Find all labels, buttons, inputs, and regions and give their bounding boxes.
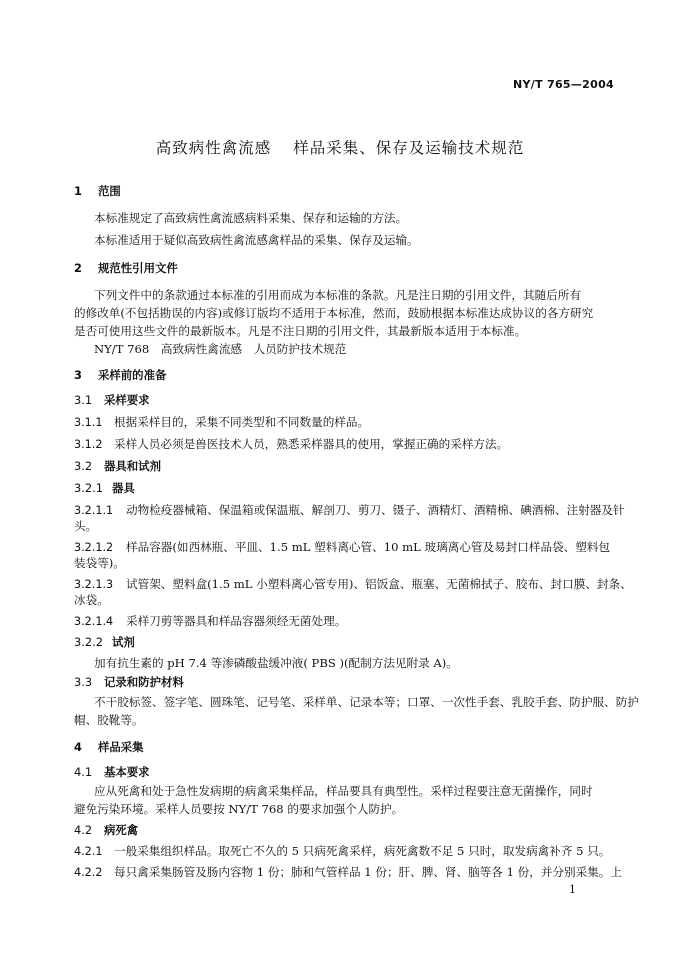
page-number: 1 [569, 883, 576, 896]
clause-3-2-1-4-text: 采样刀剪等器具和样品容器须经无菌处理。 [126, 614, 347, 628]
section-2-line-2: 的修改单(不包括勘误的内容)或修订版均不适用于本标准，然而，鼓励根据本标准达成协议的各方研究 [74, 306, 594, 320]
clause-4-1-line-2: 避免污染环境。采样人员要按 NY/T 768 的要求加强个人防护。 [74, 802, 404, 816]
clause-3-1-heading [74, 392, 150, 408]
clause-3-1-2 [74, 436, 508, 453]
title-part-1: 高致病性禽流感 [155, 139, 272, 157]
clause-4-2-heading [74, 822, 138, 838]
clause-3-2-1-4 [74, 613, 346, 630]
section-3-heading [74, 367, 166, 383]
section-1-number: 1 [74, 184, 82, 198]
section-2-line-1: 下列文件中的条款通过本标准的引用而成为本标准的条款。凡是注日期的引用文件，其随后所有 [94, 288, 581, 302]
clause-3-2-1-2-text: 样品容器(如西林瓶、平皿、1.5 mL 塑料离心管、10 mL 玻璃离心管及易封口样品袋、塑料包 [126, 540, 611, 554]
clause-3-2-heading [74, 458, 161, 474]
clause-4-2-1 [74, 843, 610, 860]
clause-3-1-1-number: 3.1.1 [74, 416, 103, 429]
section-2-number: 2 [74, 261, 82, 275]
section-2-reference: NY/T 768 高致病性禽流感 人员防护技术规范 [94, 342, 347, 356]
clause-3-1-1 [74, 414, 369, 431]
clause-3-2-1-2-line-1 [74, 539, 610, 556]
clause-3-2-2-number: 3.2.2 [74, 635, 103, 649]
clause-4-2-title: 病死禽 [104, 823, 139, 837]
clause-3-3-number: 3.3 [74, 675, 93, 689]
section-4-heading [74, 739, 144, 755]
document-title [0, 136, 680, 158]
clause-3-2-number: 3.2 [74, 459, 93, 473]
clause-3-2-1-number: 3.2.1 [74, 481, 103, 495]
clause-4-2-2 [74, 864, 622, 881]
clause-3-2-1-1-text: 动物检疫器械箱、保温箱或保温瓶、解剖刀、剪刀、镊子、酒精灯、酒精棉、碘酒棉、注射器及针 [126, 503, 625, 517]
clause-3-2-1-1-number: 3.2.1.1 [74, 504, 114, 517]
clause-4-1-title: 基本要求 [104, 765, 150, 779]
document-code: NY/T 765—2004 [513, 78, 614, 91]
clause-3-2-1-heading [74, 480, 135, 496]
clause-3-2-title: 器具和试剂 [104, 459, 161, 473]
clause-3-2-2-title: 试剂 [112, 635, 135, 649]
clause-3-2-1-1-line-2: 头。 [74, 519, 98, 533]
section-1-title: 范围 [98, 184, 121, 198]
clause-4-1-heading [74, 764, 150, 780]
clause-4-1-line-1: 应从死禽和处于急性发病期的病禽采集样品，样品要具有典型性。采样过程要注意无菌操作，同时 [94, 784, 593, 798]
section-1-heading [74, 183, 121, 199]
section-1-paragraph-1: 本标准规定了高致病性禽流感病料采集、保存和运输的方法。 [94, 211, 408, 225]
clause-4-1-number: 4.1 [74, 765, 93, 779]
section-2-line-3: 是否可使用这些文件的最新版本。凡是不注日期的引用文件，其最新版本适用于本标准。 [74, 324, 527, 338]
clause-4-2-1-text: 一般采集组织样品。取死亡不久的 5 只病死禽采样，病死禽数不足 5 只时，取发病禽补齐 5 只。 [114, 844, 611, 858]
clause-3-1-number: 3.1 [74, 393, 93, 407]
section-3-title: 采样前的准备 [98, 368, 167, 382]
clause-4-2-2-text: 每只禽采集肠管及肠内容物 1 份；肺和气管样品 1 份；肝、脾、肾、脑等各 1 份，并分别采集。上 [114, 865, 622, 879]
section-4-number: 4 [74, 740, 82, 754]
clause-3-2-1-3-number: 3.2.1.3 [74, 578, 114, 591]
clause-4-2-1-number: 4.2.1 [74, 845, 103, 858]
section-3-number: 3 [74, 368, 82, 382]
clause-3-3-heading [74, 674, 184, 690]
section-2-heading [74, 260, 178, 276]
clause-3-1-1-text: 根据采样目的，采集不同类型和不同数量的样品。 [114, 415, 370, 429]
clause-3-3-line-2: 帽、胶靴等。 [74, 713, 144, 727]
section-4-title: 样品采集 [98, 740, 144, 754]
clause-3-2-1-3-text: 试管架、塑料盒(1.5 mL 小塑料离心管专用)、铝饭盒、瓶塞、无菌棉拭子、胶布、封口膜、封条、 [126, 577, 632, 591]
clause-3-1-2-number: 3.1.2 [74, 438, 103, 451]
title-part-2: 样品采集、保存及运输技术规范 [293, 139, 525, 157]
clause-3-3-title: 记录和防护材料 [104, 675, 184, 689]
clause-3-2-1-3-line-2: 冰袋。 [74, 593, 109, 607]
clause-3-2-1-4-number: 3.2.1.4 [74, 615, 114, 628]
clause-3-3-line-1: 不干胶标签、签字笔、圆珠笔、记号笔、采样单、记录本等；口罩、一次性手套、乳胶手套、防护服、防护 [94, 695, 639, 709]
clause-3-2-1-3-line-1 [74, 576, 632, 593]
clause-3-2-2-text: 加有抗生素的 pH 7.4 等渗磷酸盐缓冲液( PBS )(配制方法见附录 A)。 [94, 656, 458, 670]
clause-3-1-title: 采样要求 [104, 393, 150, 407]
clause-3-2-1-1-line-1 [74, 502, 625, 519]
clause-3-2-2-heading [74, 634, 135, 650]
clause-4-2-2-number: 4.2.2 [74, 866, 103, 879]
clause-4-2-number: 4.2 [74, 823, 93, 837]
clause-3-2-1-title: 器具 [112, 481, 135, 495]
section-1-paragraph-2: 本标准适用于疑似高致病性禽流感禽样品的采集、保存及运输。 [94, 233, 419, 247]
clause-3-2-1-2-number: 3.2.1.2 [74, 541, 114, 554]
clause-3-1-2-text: 采样人员必须是兽医技术人员，熟悉采样器具的使用，掌握正确的采样方法。 [114, 437, 509, 451]
section-2-title: 规范性引用文件 [98, 261, 178, 275]
clause-3-2-1-2-line-2: 装袋等)。 [74, 556, 125, 570]
